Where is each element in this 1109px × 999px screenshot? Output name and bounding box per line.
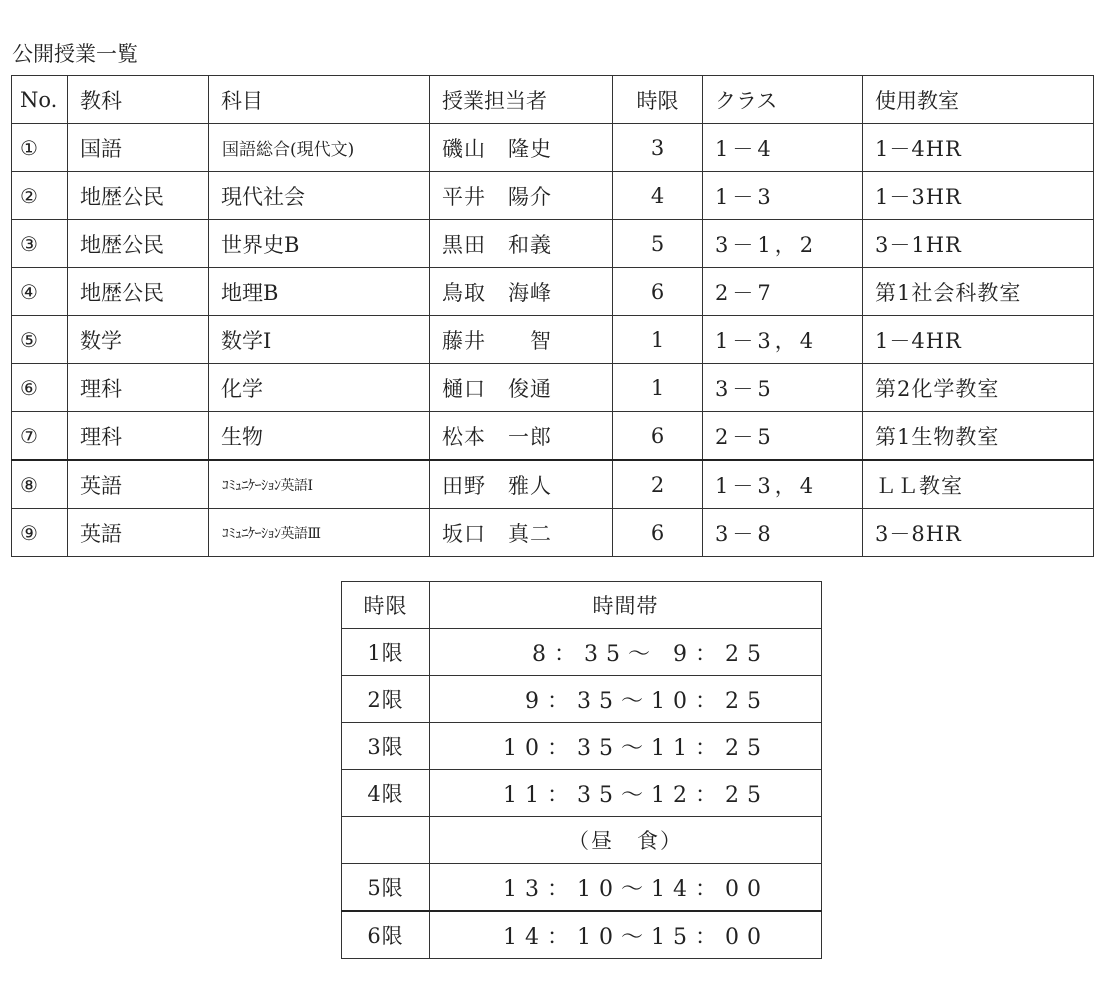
- row-subject: 現代社会: [209, 172, 430, 220]
- header-subject-area: 教科: [68, 76, 209, 124]
- row-subject: ｺﾐｭﾆｹｰｼｮﾝ英語Ⅰ: [209, 460, 430, 509]
- row-class: 3－8: [703, 509, 863, 557]
- table-row: [12, 364, 1094, 412]
- row-subject-area: 国語: [68, 124, 209, 172]
- row-time-range: 9：35～10：25: [430, 676, 822, 723]
- row-no: ⑨: [12, 509, 68, 557]
- row-subject-area: 地歴公民: [68, 220, 209, 268]
- row-period: 6: [613, 412, 703, 461]
- row-period: 1: [613, 364, 703, 412]
- page-title: 公開授業一覧: [12, 42, 138, 66]
- row-no: ⑤: [12, 316, 68, 364]
- row-subject: ｺﾐｭﾆｹｰｼｮﾝ英語Ⅲ: [209, 509, 430, 557]
- row-period: 4: [613, 172, 703, 220]
- row-subject-area: 英語: [68, 509, 209, 557]
- row-room: 3－1HR: [863, 220, 1094, 268]
- row-subject-area: 理科: [68, 364, 209, 412]
- row-subject: 地理B: [209, 268, 430, 316]
- row-class: 1－3，4: [703, 460, 863, 509]
- row-no: ③: [12, 220, 68, 268]
- table-row: [12, 220, 1094, 268]
- row-no: ⑦: [12, 412, 68, 461]
- table-row: [12, 509, 1094, 557]
- row-subject-area: 地歴公民: [68, 268, 209, 316]
- row-period: 3: [613, 124, 703, 172]
- table-row: [342, 770, 822, 817]
- row-subject: 化学: [209, 364, 430, 412]
- row-lunch-label: （昼 食）: [430, 817, 822, 864]
- row-class: 1－4: [703, 124, 863, 172]
- row-period: 1: [613, 316, 703, 364]
- row-class: 3－5: [703, 364, 863, 412]
- row-period: 5限: [342, 864, 430, 912]
- table-header-row: [342, 582, 822, 629]
- row-period: 6限: [342, 911, 430, 959]
- row-period: 6: [613, 268, 703, 316]
- row-period: 2限: [342, 676, 430, 723]
- row-subject: 世界史B: [209, 220, 430, 268]
- row-room: 第1社会科教室: [863, 268, 1094, 316]
- row-time-range: 8：35～ 9：25: [430, 629, 822, 676]
- table-row: [12, 124, 1094, 172]
- row-period: 2: [613, 460, 703, 509]
- row-period: 1限: [342, 629, 430, 676]
- row-subject-area: 理科: [68, 412, 209, 461]
- row-subject-area: 数学: [68, 316, 209, 364]
- row-period: 3限: [342, 723, 430, 770]
- header-teacher: 授業担当者: [430, 76, 613, 124]
- row-subject-area: 地歴公民: [68, 172, 209, 220]
- row-class: 3－1，2: [703, 220, 863, 268]
- table-row: [12, 460, 1094, 509]
- row-room: 1－4HR: [863, 124, 1094, 172]
- header-time-slot: 時間帯: [430, 582, 822, 629]
- row-class: 1－3，4: [703, 316, 863, 364]
- row-subject: 生物: [209, 412, 430, 461]
- row-room: 1－3HR: [863, 172, 1094, 220]
- header-room: 使用教室: [863, 76, 1094, 124]
- table-row: [342, 864, 822, 912]
- row-teacher: 磯山 隆史: [430, 124, 613, 172]
- row-time-range: 10：35～11：25: [430, 723, 822, 770]
- row-teacher: 黒田 和義: [430, 220, 613, 268]
- table-header-row: [12, 76, 1094, 124]
- row-teacher: 樋口 俊通: [430, 364, 613, 412]
- row-room: 第1生物教室: [863, 412, 1094, 461]
- header-no: No.: [12, 76, 68, 124]
- row-time-range: 11：35～12：25: [430, 770, 822, 817]
- row-teacher: 田野 雅人: [430, 460, 613, 509]
- table-row: [342, 629, 822, 676]
- row-period: 4限: [342, 770, 430, 817]
- header-period: 時限: [342, 582, 430, 629]
- row-room: ＬＬ教室: [863, 460, 1094, 509]
- row-teacher: 平井 陽介: [430, 172, 613, 220]
- row-teacher: 坂口 真二: [430, 509, 613, 557]
- row-subject-area: 英語: [68, 460, 209, 509]
- table-row: [342, 911, 822, 959]
- period-times-table: [341, 581, 822, 959]
- open-lessons-table: [11, 75, 1094, 557]
- header-class: クラス: [703, 76, 863, 124]
- row-no: ②: [12, 172, 68, 220]
- row-time-range: 13：10～14：00: [430, 864, 822, 912]
- header-period: 時限: [613, 76, 703, 124]
- row-room: 第2化学教室: [863, 364, 1094, 412]
- row-class: 1－3: [703, 172, 863, 220]
- row-class: 2－7: [703, 268, 863, 316]
- row-no: ④: [12, 268, 68, 316]
- table-row: [342, 723, 822, 770]
- row-time-range: 14：10～15：00: [430, 911, 822, 959]
- table-row: [12, 268, 1094, 316]
- row-room: 3－8HR: [863, 509, 1094, 557]
- row-teacher: 藤井 智: [430, 316, 613, 364]
- header-subject: 科目: [209, 76, 430, 124]
- table-row: [342, 676, 822, 723]
- table-row-lunch: [342, 817, 822, 864]
- row-no: ①: [12, 124, 68, 172]
- row-no: ⑥: [12, 364, 68, 412]
- row-teacher: 鳥取 海峰: [430, 268, 613, 316]
- row-teacher: 松本 一郎: [430, 412, 613, 461]
- row-period: 6: [613, 509, 703, 557]
- row-class: 2－5: [703, 412, 863, 461]
- row-no: ⑧: [12, 460, 68, 509]
- table-row: [12, 412, 1094, 461]
- row-period: 5: [613, 220, 703, 268]
- row-subject: 数学Ⅰ: [209, 316, 430, 364]
- row-period: [342, 817, 430, 864]
- row-subject: 国語総合(現代文): [209, 124, 430, 172]
- table-row: [12, 172, 1094, 220]
- table-row: [12, 316, 1094, 364]
- row-room: 1－4HR: [863, 316, 1094, 364]
